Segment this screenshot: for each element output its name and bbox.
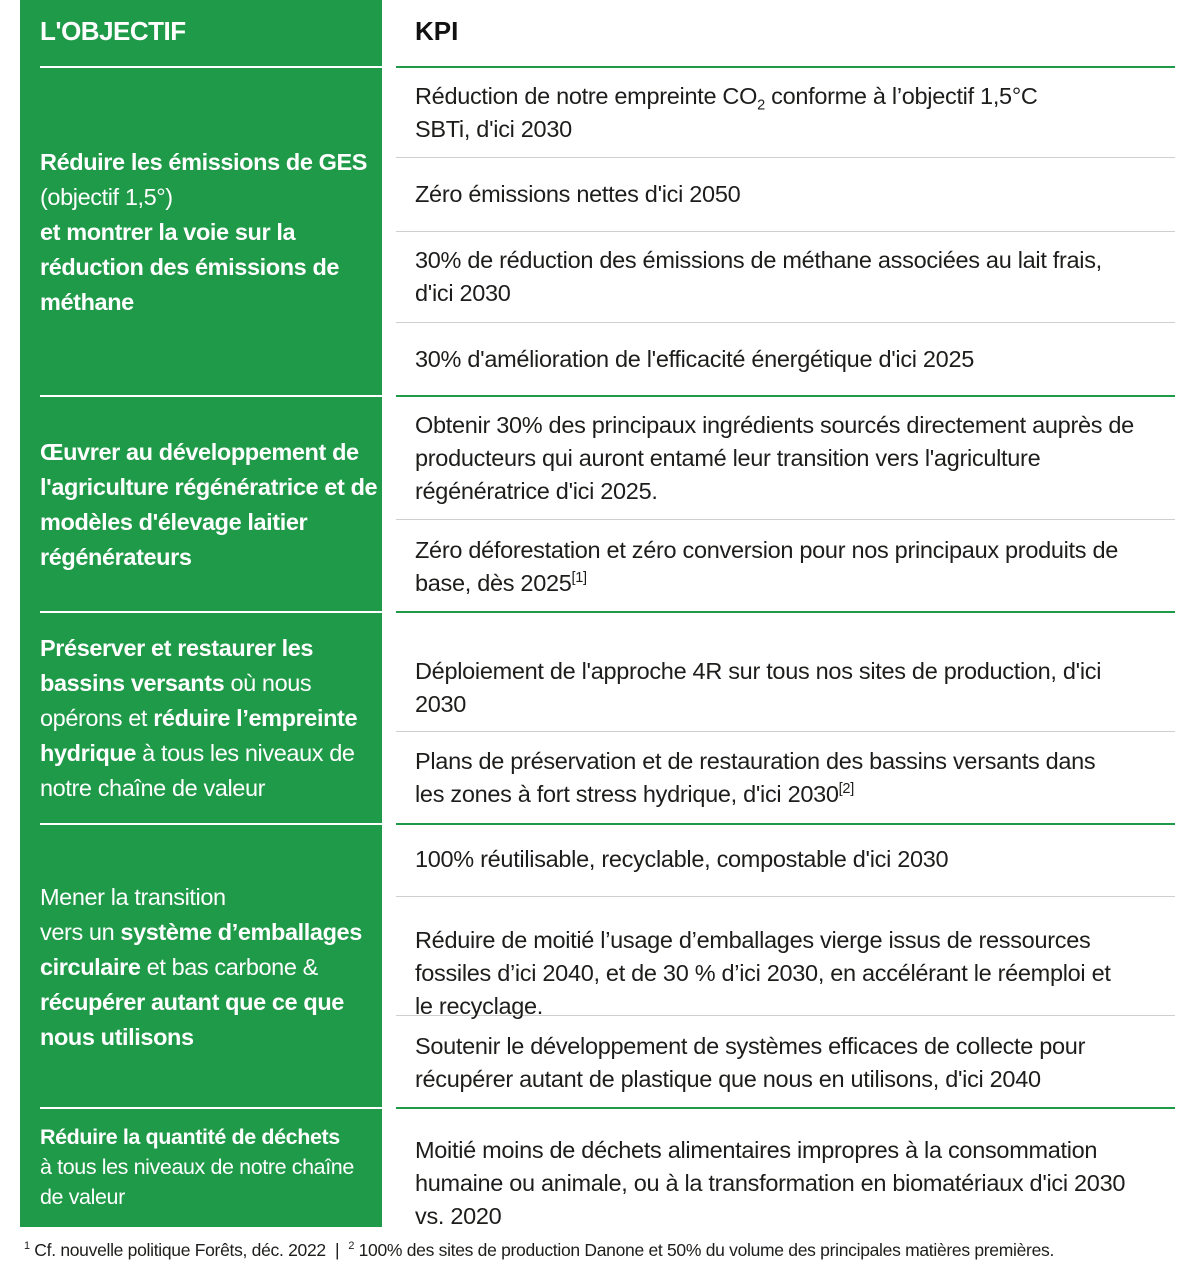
kpi-row-divider [396, 322, 1175, 323]
objective-regenerative-text: Œuvrer au développement de l'agriculture régénératrice et de modèles d'élevage laitier régénérateurs [40, 439, 378, 570]
kpi-row-divider [396, 231, 1175, 232]
objective-divider [40, 823, 382, 825]
objective-waste [40, 1122, 378, 1212]
footnote-ref-1: [1] [571, 570, 587, 587]
objective-waste-bold: Réduire la quantité de déchets [40, 1125, 340, 1149]
kpi-net-zero: Zéro émissions nettes d'ici 2050 [415, 181, 741, 207]
objective-divider [40, 66, 382, 68]
kpi-row-divider [396, 519, 1175, 520]
kpi-row-divider [396, 896, 1175, 897]
kpi-energy: 30% d'amélioration de l'efficacité énergétique d'ici 2025 [415, 346, 974, 372]
objective-water-text-2: à tous les niveaux de notre chaîne de valeur [40, 740, 355, 801]
objective-ghg-note: (objectif 1,5°) [40, 184, 173, 210]
kpi-regenerative-sourcing: Obtenir 30% des principaux ingrédients sourcés directement auprès de producteurs qui auront entamé leur transition vers l'agriculture régénératrice d'ici 2025. [415, 412, 1134, 504]
footnote-number-2: 2 [348, 1240, 355, 1253]
kpi-group-divider [396, 66, 1175, 68]
kpi-co2 [415, 80, 1095, 146]
kpi-group-divider [396, 611, 1175, 613]
kpi-watersheds-line-1: Plans de préservation et de restauration des bassins versants dans [415, 748, 1096, 774]
objective-water-bold-2: réduire l’empreinte hydrique [40, 705, 358, 766]
kpi-row-divider [396, 157, 1175, 158]
kpi-plastic-collection: Soutenir le développement de systèmes efficaces de collecte pour récupérer autant de plastique que nous en utilisons, d'ici 2040 [415, 1033, 1086, 1092]
objective-waste-text: à tous les niveaux de notre chaîne de valeur [40, 1155, 354, 1209]
objective-water-bold-1: Préserver et restaurer les bassins versants [40, 635, 314, 696]
kpi-recyclable: 100% réutilisable, recyclable, compostable d'ici 2030 [415, 846, 949, 872]
objective-packaging-text-1: Mener la transition [40, 884, 226, 910]
objective-ghg-methane: et montrer la voie sur la réduction des émissions de méthane [40, 219, 340, 315]
objective-ghg [40, 145, 378, 320]
kpi-header: KPI [415, 16, 459, 46]
objective-header: L'OBJECTIF [40, 16, 186, 46]
kpi-co2-text-1: Réduction de notre empreinte CO [415, 83, 758, 109]
kpi-co2-text-2: conforme à l’objectif 1,5°C SBTi, d'ici 2030 [415, 83, 1038, 142]
objective-packaging-bold-1: système d’emballages circulaire [40, 919, 362, 980]
objective-packaging [40, 880, 378, 1055]
footnote-1: Cf. nouvelle politique Forêts, déc. 2022 [29, 1240, 326, 1260]
kpi-group-divider [396, 1107, 1175, 1109]
footnote-2: 100% des sites de production Danone et 50% du volume des principales matières premières. [354, 1240, 1055, 1260]
objective-regenerative [40, 435, 378, 575]
objective-packaging-text-3: et bas carbone & [140, 954, 318, 980]
objective-packaging-bold-2: récupérer autant que ce que nous utilisons [40, 989, 344, 1050]
objective-divider [40, 395, 382, 397]
kpi-food-waste: Moitié moins de déchets alimentaires impropres à la consommation humaine ou animale, ou à la transformation en biomatériaux d'ici 2030 vs. 2020 [415, 1137, 1126, 1229]
kpi-4r: Déploiement de l'approche 4R sur tous nos sites de production, d'ici 2030 [415, 658, 1102, 717]
objective-divider [40, 1107, 382, 1109]
footnote-ref-2: [2] [838, 781, 854, 798]
kpi-deforestation-text: Zéro déforestation et zéro conversion pour nos principaux produits de base, dès 2025 [415, 537, 1118, 596]
kpi-co2-subscript: 2 [757, 97, 765, 114]
kpi-row-divider [396, 731, 1175, 732]
objective-ghg-bold: Réduire les émissions de GES [40, 149, 368, 175]
objective-divider [40, 611, 382, 613]
kpi-watersheds [415, 745, 1145, 811]
kpi-watersheds-line-2: les zones à fort stress hydrique, d'ici 2030 [415, 781, 839, 807]
kpi-deforestation [415, 534, 1125, 600]
objective-water [40, 631, 378, 806]
footnote-number-1: 1 [24, 1240, 30, 1253]
footnote-separator: | [325, 1240, 349, 1260]
kpi-methane: 30% de réduction des émissions de méthane associées au lait frais, d'ici 2030 [415, 247, 1102, 306]
objective-water-text-1: où nous opérons et [40, 670, 312, 731]
kpi-virgin-packaging: Réduire de moitié l’usage d’emballages vierge issus de ressources fossiles d’ici 2040, et de 30 % d’ici 2030, en accélérant le réemploi et le recyclage. [415, 927, 1111, 1019]
objective-packaging-text-2: vers un [40, 919, 121, 945]
kpi-group-divider [396, 395, 1175, 397]
footnotes [24, 1240, 1164, 1261]
kpi-group-divider [396, 823, 1175, 825]
